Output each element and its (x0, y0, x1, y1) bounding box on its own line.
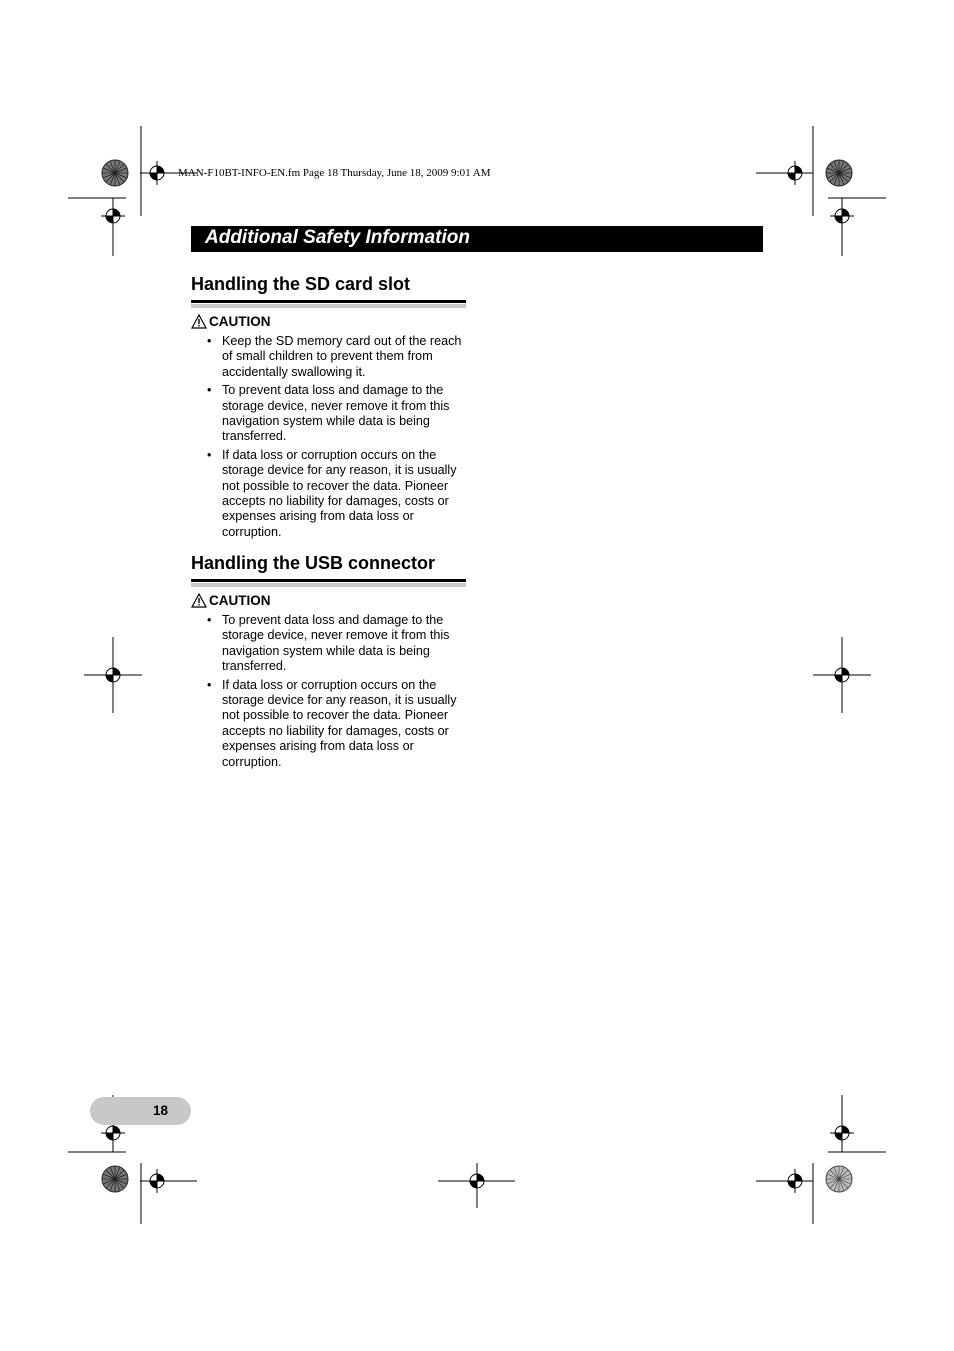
bullet-icon: • (207, 677, 212, 692)
caution-text: CAUTION (209, 593, 271, 608)
caution-list-usb (207, 613, 469, 773)
section-heading-usb: Handling the USB connector (191, 553, 466, 582)
list-item (207, 334, 469, 380)
list-item-text: To prevent data loss and damage to the storage device, never remove it from this navigation system while data is being transferred. (222, 383, 450, 444)
chapter-title: Additional Safety Information (205, 227, 470, 248)
list-item-text: Keep the SD memory card out of the reach of small children to prevent them from accidentally swallowing it. (222, 334, 462, 379)
bullet-icon: • (207, 383, 212, 398)
list-item (207, 448, 469, 540)
warning-triangle-icon (191, 593, 207, 608)
list-item (207, 383, 469, 445)
section-heading-sd-card: Handling the SD card slot (191, 274, 466, 303)
bullet-icon: • (207, 613, 212, 627)
caution-label-usb (191, 593, 271, 608)
page-number-tab (90, 1097, 191, 1125)
warning-triangle-icon (191, 314, 207, 329)
list-item-text: To prevent data loss and damage to the storage device, never remove it from this navigation system while data is being transferred. (222, 613, 450, 674)
caution-text: CAUTION (209, 314, 271, 329)
file-header: MAN-F10BT-INFO-EN.fm Page 18 Thursday, June 18, 2009 9:01 AM (178, 167, 491, 179)
bullet-icon: • (207, 334, 212, 348)
page-number: 18 (153, 1103, 169, 1118)
bullet-icon: • (207, 447, 212, 462)
list-item-text: If data loss or corruption occurs on the storage device for any reason, it is usually not possible to recover the data. Pioneer accepts no liability for damages, costs or expenses arising from data loss or corruption. (222, 447, 457, 539)
caution-list-sd-card (207, 334, 469, 543)
chapter-title-bar (191, 226, 763, 252)
list-item-text: If data loss or corruption occurs on the storage device for any reason, it is usually not possible to recover the data. Pioneer accepts no liability for damages, costs or expenses arising from data loss or corruption. (222, 677, 457, 769)
list-item (207, 678, 469, 770)
caution-label-sd-card (191, 314, 271, 329)
list-item (207, 613, 469, 675)
